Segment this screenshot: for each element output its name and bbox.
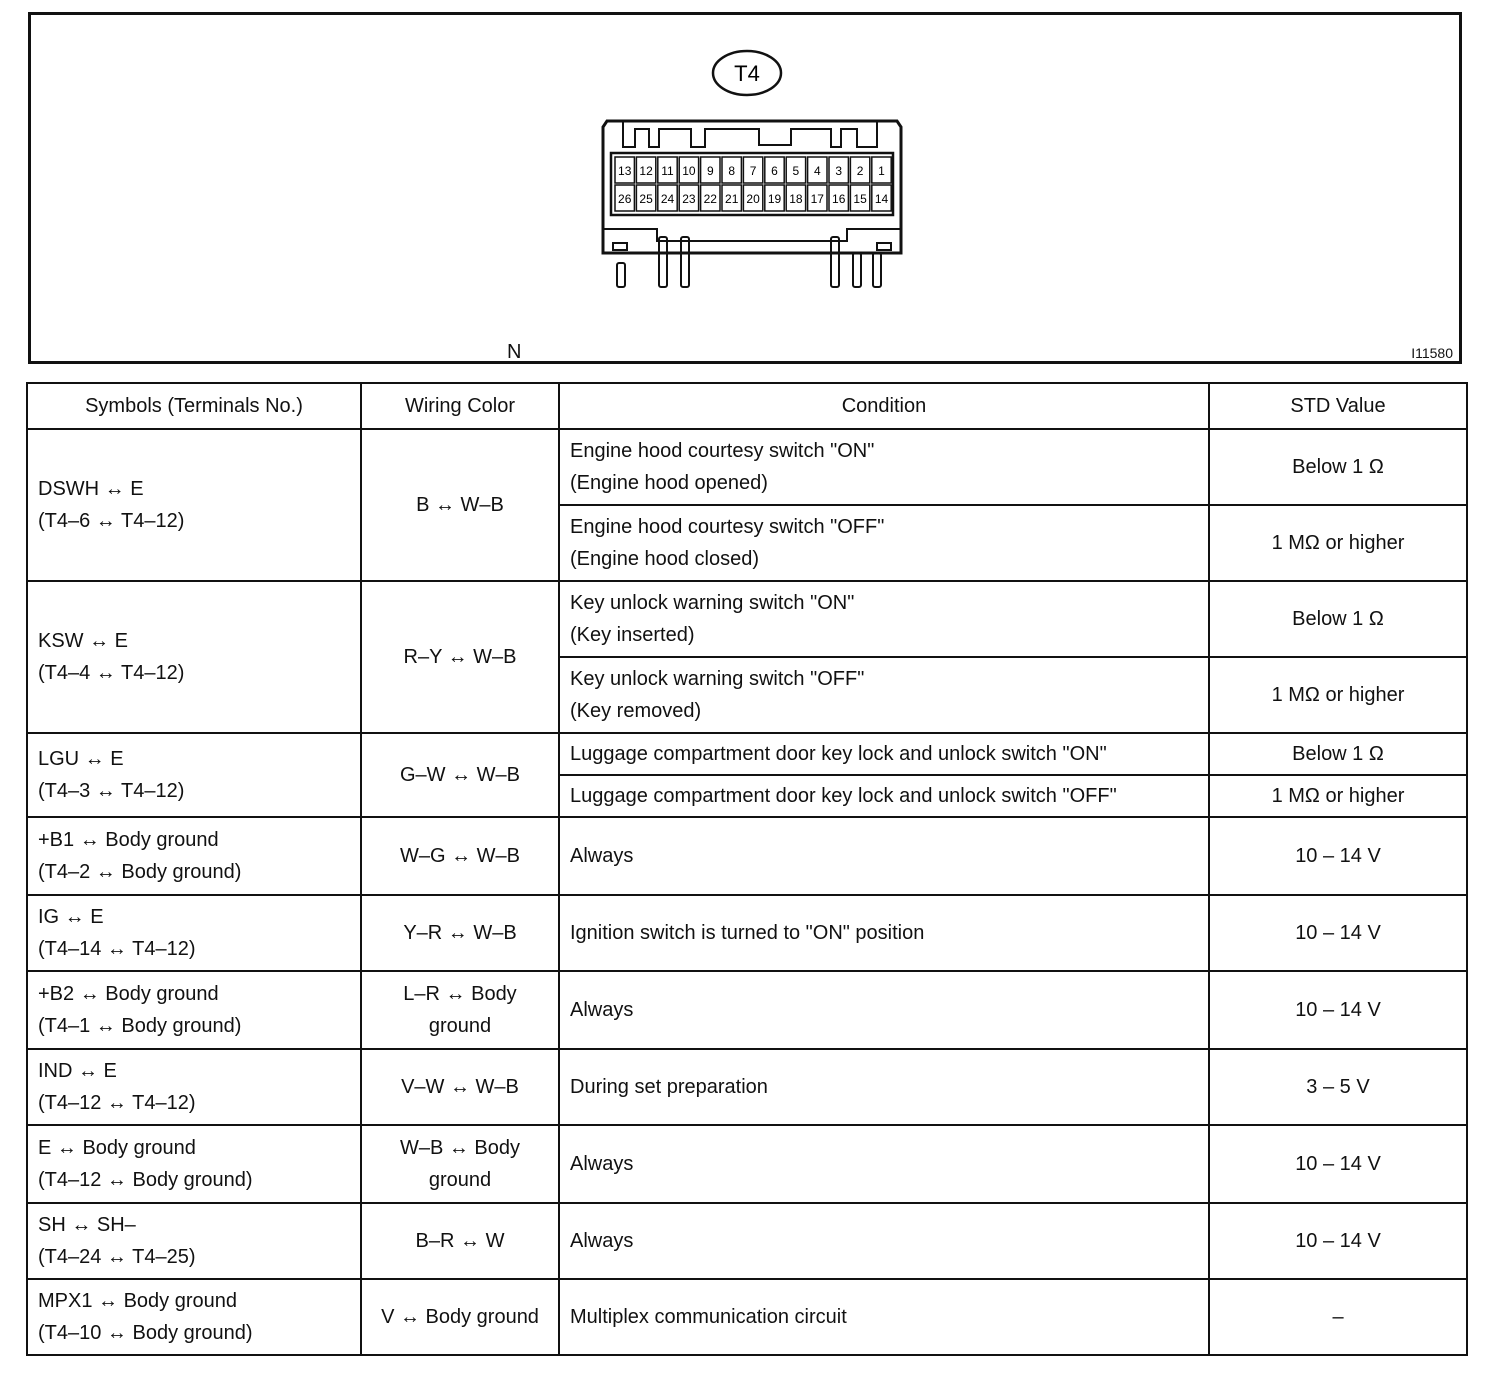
std-value-cell: 10 – 14 V: [1209, 971, 1467, 1049]
wiring-color-cell: [361, 895, 559, 971]
condition-text: (Engine hood opened): [570, 472, 768, 494]
symbol-text: IG ↔ E: [38, 906, 104, 928]
condition-text: Luggage compartment door key lock and unlock switch "OFF": [570, 785, 1117, 807]
header-symbols: Symbols (Terminals No.): [27, 383, 361, 429]
terminal-number: 14: [874, 192, 889, 206]
wiring-color-text: W–G ↔ W–B: [399, 845, 520, 867]
terminal-number: 6: [771, 164, 778, 178]
terminal-number: 23: [682, 192, 696, 206]
symbol-cell: [27, 817, 361, 895]
terminal-number: 16: [832, 192, 846, 206]
wiring-color-text: R–Y ↔ W–B: [403, 646, 517, 668]
table-row: [27, 971, 1467, 1049]
condition-text: Luggage compartment door key lock and unlock switch "ON": [570, 743, 1107, 765]
pin: [617, 263, 625, 287]
symbol-text: +B1 ↔ Body ground: [38, 829, 219, 851]
wiring-color-cell: [361, 429, 559, 581]
terminal-number: 25: [639, 192, 653, 206]
symbol-text: (T4–1 ↔ Body ground): [38, 1015, 242, 1037]
symbol-text: DSWH ↔ E: [38, 478, 144, 500]
symbol-cell: [27, 581, 361, 733]
std-value-cell: Below 1 Ω: [1209, 581, 1467, 657]
std-value-cell: –: [1209, 1279, 1467, 1355]
symbol-text: (T4–12 ↔ Body ground): [38, 1169, 253, 1191]
terminal-grid: [615, 157, 891, 211]
terminal-number: 26: [618, 192, 632, 206]
symbol-text: IND ↔ E: [38, 1060, 117, 1082]
symbol-text: (T4–6 ↔ T4–12): [38, 510, 185, 532]
condition-cell: [559, 1049, 1209, 1125]
condition-text: Always: [570, 1230, 634, 1252]
condition-cell: [559, 817, 1209, 895]
symbol-cell: [27, 1049, 361, 1125]
wiring-color-cell: [361, 1203, 559, 1279]
symbol-text: E ↔ Body ground: [38, 1137, 196, 1159]
symbol-text: (T4–3 ↔ T4–12): [38, 780, 185, 802]
symbol-text: (T4–10 ↔ Body ground): [38, 1322, 253, 1344]
table-row: [27, 1049, 1467, 1125]
table-row: [27, 817, 1467, 895]
condition-text: Engine hood courtesy switch "ON": [570, 440, 875, 462]
condition-text: Key unlock warning switch "ON": [570, 592, 855, 614]
terminal-number: 19: [767, 192, 782, 206]
spec-table: [26, 382, 1468, 1356]
terminal-number: 9: [706, 164, 714, 178]
symbol-text: (T4–24 ↔ T4–25): [38, 1246, 196, 1268]
terminal-number: 20: [746, 192, 760, 206]
condition-cell: [559, 1203, 1209, 1279]
condition-cell: [559, 895, 1209, 971]
table-row: [27, 733, 1467, 775]
wiring-color-text: G–W ↔ W–B: [399, 764, 520, 786]
condition-cell: [559, 505, 1209, 581]
condition-text: Ignition switch is turned to "ON" position: [570, 922, 925, 944]
condition-cell: [559, 429, 1209, 505]
terminal-number: 13: [618, 164, 632, 178]
terminal-number: 1: [878, 164, 885, 178]
header-std-value: STD Value: [1209, 383, 1467, 429]
wiring-color-cell: [361, 1125, 559, 1203]
wiring-color-text: V ↔ Body ground: [381, 1306, 539, 1328]
symbol-cell: [27, 971, 361, 1049]
std-value-cell: 10 – 14 V: [1209, 1125, 1467, 1203]
header-condition: Condition: [559, 383, 1209, 429]
table-row: [27, 1203, 1467, 1279]
std-value-cell: 10 – 14 V: [1209, 817, 1467, 895]
condition-cell: [559, 1125, 1209, 1203]
symbol-text: (T4–12 ↔ T4–12): [38, 1092, 196, 1114]
std-value-cell: 1 MΩ or higher: [1209, 657, 1467, 733]
pin: [873, 253, 881, 287]
symbol-text: MPX1 ↔ Body ground: [38, 1290, 237, 1312]
condition-text: Multiplex communication circuit: [570, 1306, 847, 1328]
symbol-text: LGU ↔ E: [38, 748, 124, 770]
terminal-number: 8: [728, 164, 736, 178]
table-row: [27, 1125, 1467, 1203]
pin: [853, 253, 861, 287]
view-label: N: [507, 341, 522, 363]
condition-cell: [559, 733, 1209, 775]
condition-cell: [559, 775, 1209, 817]
symbol-cell: [27, 895, 361, 971]
table-header-row: [27, 383, 1467, 429]
condition-cell: [559, 1279, 1209, 1355]
terminal-number: 4: [813, 164, 821, 178]
symbol-text: (T4–4 ↔ T4–12): [38, 662, 185, 684]
left-slot: [613, 243, 627, 250]
condition-text: Always: [570, 999, 634, 1021]
wiring-color-cell: [361, 817, 559, 895]
std-value-cell: 10 – 14 V: [1209, 1203, 1467, 1279]
std-value-cell: 1 MΩ or higher: [1209, 505, 1467, 581]
symbol-cell: [27, 1279, 361, 1355]
condition-text: Key unlock warning switch "OFF": [570, 668, 865, 690]
wiring-color-text: Y–R ↔ W–B: [403, 922, 517, 944]
connector-latch-outline: [623, 121, 877, 147]
connector-figure: [28, 12, 1462, 364]
table-row: [27, 429, 1467, 505]
terminal-number: 7: [749, 164, 757, 178]
symbol-cell: [27, 733, 361, 817]
symbol-text: (T4–2 ↔ Body ground): [38, 861, 242, 883]
symbol-cell: [27, 1125, 361, 1203]
wiring-color-text: ground: [428, 1015, 492, 1037]
connector-diagram: [31, 15, 1459, 361]
wiring-color-text: W–B ↔ Body: [399, 1137, 521, 1159]
std-value-cell: Below 1 Ω: [1209, 733, 1467, 775]
connector-label: T4: [734, 61, 760, 86]
std-value-cell: 1 MΩ or higher: [1209, 775, 1467, 817]
table-row: [27, 581, 1467, 657]
wiring-color-cell: [361, 733, 559, 817]
right-slot: [877, 243, 891, 250]
wiring-color-text: B ↔ W–B: [416, 494, 504, 516]
std-value-cell: 3 – 5 V: [1209, 1049, 1467, 1125]
symbol-cell: [27, 429, 361, 581]
symbol-text: (T4–14 ↔ T4–12): [38, 938, 196, 960]
wiring-color-text: V–W ↔ W–B: [401, 1076, 519, 1098]
terminal-number: 21: [725, 192, 739, 206]
wiring-color-text: B–R ↔ W: [415, 1230, 505, 1252]
terminal-number: 5: [792, 164, 800, 178]
condition-cell: [559, 581, 1209, 657]
terminal-number: 12: [639, 164, 653, 178]
std-value-cell: Below 1 Ω: [1209, 429, 1467, 505]
terminal-number: 17: [810, 192, 824, 206]
condition-text: (Key removed): [570, 700, 702, 722]
symbol-cell: [27, 1203, 361, 1279]
pin: [831, 237, 839, 287]
terminal-number: 3: [835, 164, 843, 178]
symbol-text: SH ↔ SH–: [38, 1214, 136, 1236]
terminal-number: 11: [661, 164, 674, 178]
condition-cell: [559, 971, 1209, 1049]
wiring-color-text: L–R ↔ Body: [403, 983, 517, 1005]
terminal-number: 24: [660, 192, 675, 206]
condition-text: Engine hood courtesy switch "OFF": [570, 516, 885, 538]
condition-text: Always: [570, 1153, 634, 1175]
wiring-color-cell: [361, 1279, 559, 1355]
condition-text: During set preparation: [570, 1076, 768, 1098]
figure-code: I11580: [1411, 345, 1453, 361]
table-row: [27, 895, 1467, 971]
condition-text: (Engine hood closed): [570, 548, 760, 570]
header-wiring-color: Wiring Color: [361, 383, 559, 429]
terminal-number: 22: [703, 192, 717, 206]
terminal-number: 2: [856, 164, 864, 178]
condition-cell: [559, 657, 1209, 733]
std-value-cell: 10 – 14 V: [1209, 895, 1467, 971]
terminal-number: 10: [682, 164, 696, 178]
wiring-color-text: ground: [428, 1169, 492, 1191]
symbol-text: +B2 ↔ Body ground: [38, 983, 219, 1005]
terminal-number: 18: [789, 192, 803, 206]
table-body: [27, 429, 1467, 1355]
condition-text: (Key inserted): [570, 624, 695, 646]
wiring-color-cell: [361, 581, 559, 733]
wiring-color-cell: [361, 1049, 559, 1125]
terminal-number: 15: [853, 192, 867, 206]
pin: [681, 237, 689, 287]
symbol-text: KSW ↔ E: [38, 630, 129, 652]
wiring-color-cell: [361, 971, 559, 1049]
table-row: [27, 1279, 1467, 1355]
condition-text: Always: [570, 845, 634, 867]
connector-ledge: [603, 229, 901, 241]
pin: [659, 237, 667, 287]
